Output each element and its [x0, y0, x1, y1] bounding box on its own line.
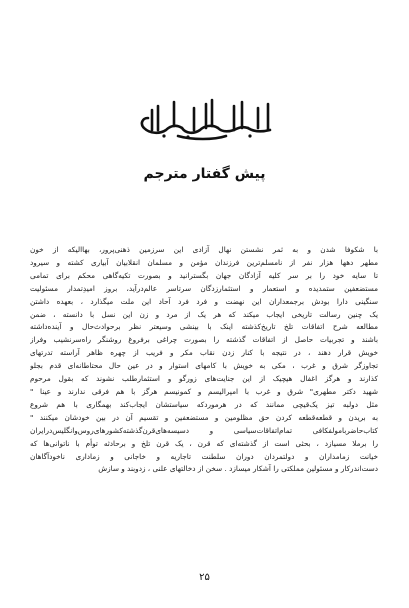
body-line: دست‌اندرکار و مسئولین مملکتی را آشکار میسازد . سخن از دخالتهای علنی ، زدوبند و سازش [98, 464, 378, 474]
preface-body [30, 244, 378, 476]
basmala-calligraphy [0, 96, 409, 142]
body-line: را برملا مسیازد ، بحثی است از گذشته‌ای که قرن ، یک قرن تلخ و برحادثه توأم با ناتوانی‌ها که [30, 438, 378, 448]
page-number: ۲۵ [199, 572, 210, 583]
body-line: مطالعه شرح اتفاقات تلخ تاریخ‌کذشته اینک با بینشی وسیعتر نظر برحوادث‌حال و آینده‌داشته [30, 322, 378, 332]
body-line: مطهر دهها هزار نفر از نامسلم‌ترین فرزندان مؤمن و مسلمان انقلابیان آبیاری کشته و سیرود [30, 257, 378, 267]
body-line: سنگینی دارا بودش برجمعداران این نهضت و فرد فرد آحاد این ملت میگذارد ، بعهده داشتن [30, 296, 378, 306]
body-line: یک چنین رسالت تاریخی ایجاب میکند که هر یک از مرد و زن این نسل با دانسته ، ضمن [30, 309, 378, 319]
body-line: مثل دولبه تیز یک‌قیچی ممانند که در هرموردکه سیاستشان ایجاب‌کند بهمگاری با هم شروع [30, 399, 378, 409]
body-line: کتاب‌حاضربامولفکافی تمام‌اتفاقات‌سیاسی و دسیسه‌های‌قرن‌گذشته‌کشورهای‌روس‌وانگلیس‌درایران [30, 425, 378, 435]
body-line: مستضعفین ستمدیده و استعمار و استثمارزدگان سرتاسر عالم‌درآید، بروز امیدِ‌تمدار مسئولیت [30, 283, 378, 293]
body-line: به بریدن و قطعه‌قطعه کردن حق مظلومین و مستضعفین و تقسیم آن در بین خودشان میکنند " [30, 412, 378, 422]
body-line: باشند و تجربیات حاصل از اتفاقات گذشته را بصورت چراغی برفروغ روشنگر راه‌سرنشیب وفراز [30, 335, 378, 345]
body-line: خویش قرار دهند ، در نتیجه با کنار زدن نقاب مکر و فریب از چهره ظاهر آراسته تدرتهای [30, 348, 378, 358]
body-line: خیانت زمامداران و دولتمردان دوران سلطنت تاجاریه و خاجانی و زماداری ناخودآگاهان [30, 451, 378, 461]
body-line: تا سایه خود را بر سر کلیه آزادگان جهان بگسترانید و بصورت تکیه‌گاهی محکم برای تمامی [30, 270, 378, 280]
body-line: کذارند و هرگز اغفال هیچیک از این جنایت‌های زورگو و استثمارطلب نشوند که بقول مرحوم [30, 374, 378, 384]
body-line: با شکوفا شدن و به ثمر نشستن نهال آزادی این سرزمین ذهنی‌پرور، بهاالیکه از خون [30, 245, 378, 254]
body-line: تجاوزگر شرق و غرب ، مکی به خویش با کامهای استوار و در عین حال محتاطانه‌ای قدم بجلو [30, 361, 378, 371]
basmala-calligraphy-image [130, 96, 280, 142]
body-line: شهید دکتر مطهری" شرق و غرب با امپرالیسم و کمونیسم هرگز با هم فرقی ندارند و عینا " [30, 386, 378, 396]
preface-heading: پیش گفتار مترجم [143, 166, 266, 182]
